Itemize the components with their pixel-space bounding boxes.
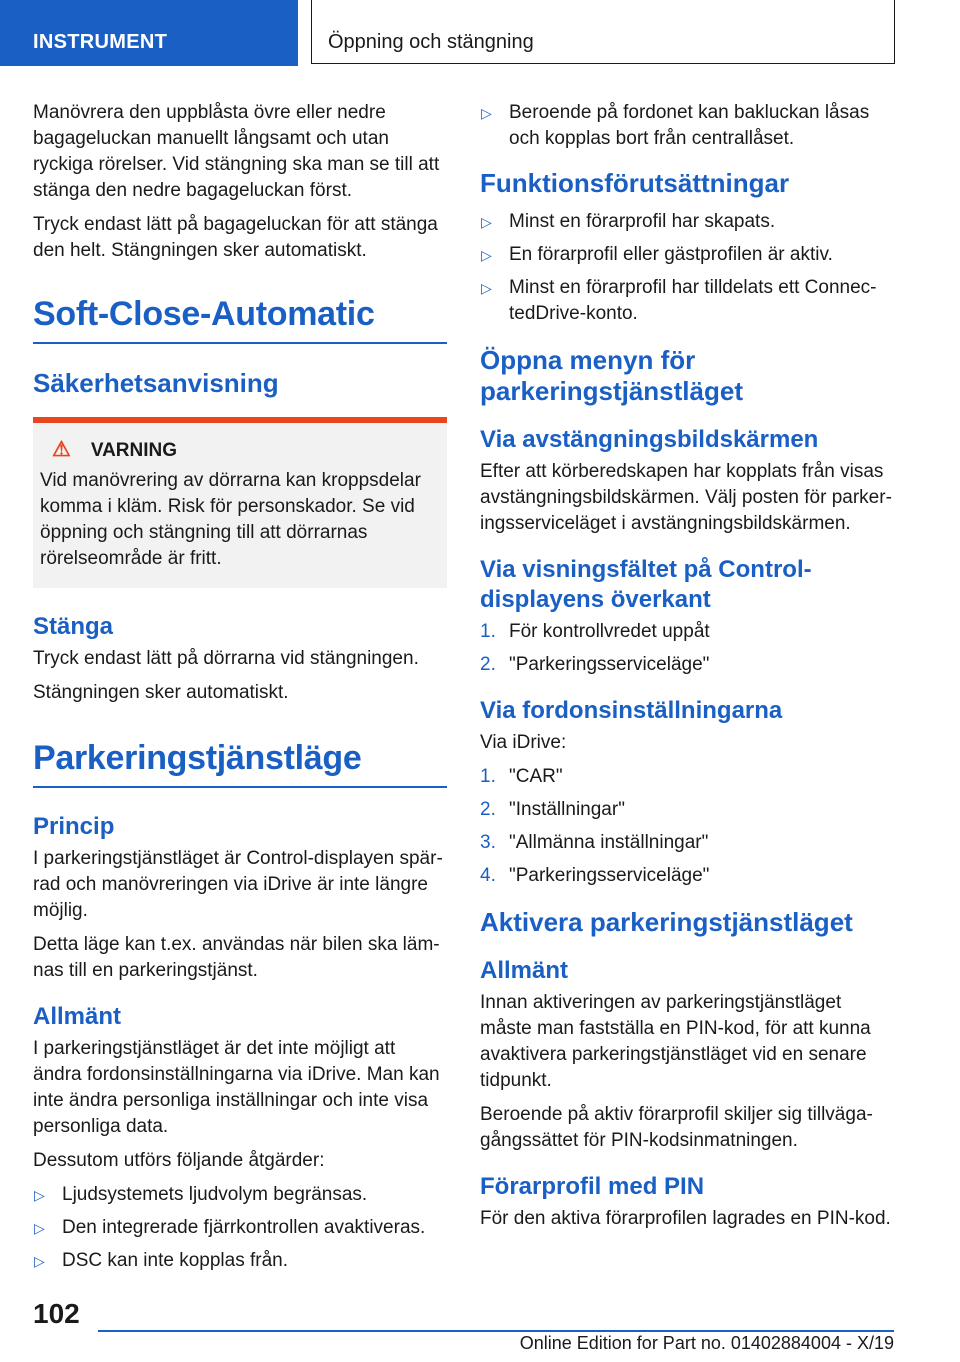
list-item <box>480 652 898 678</box>
heading-prerequisites: Funktionsförutsättningar <box>480 168 790 198</box>
general-paragraph-1: I parkeringstjänstläget är det inte möjligt att ändra fordonsinställningarna via iDrive. Man kan inte ändra personliga inställningar och inte visa personliga data. <box>33 1038 440 1137</box>
step-text: "Parkeringsserviceläge" <box>509 865 710 886</box>
close-paragraph-1: Tryck endast lätt på dörrarna vid stängningen. <box>33 648 419 669</box>
edition-text: Online Edition for Part no. 01402884004 - X/19 <box>519 1333 894 1353</box>
chapter-title: Öppning och stängning <box>311 0 895 64</box>
page-footer <box>0 1290 960 1362</box>
general-paragraph-2: Dessutom utförs följande åtgärder: <box>33 1150 325 1171</box>
pin-paragraph: För den aktiva förarprofilen lagrades en PIN-kod. <box>480 1208 891 1229</box>
warning-text: Vid manövrering av dörrarna kan kroppsdelar komma i kläm. Risk för personskador. Se vid öppning och stängning till att dörrarnas rörelseområde är fritt. <box>40 470 421 569</box>
list-item <box>480 619 898 645</box>
intro-paragraph-1: Manövrera den uppblåsta övre eller nedre bagageluckan manuellt långsamt och utan ryckiga rörelser. Vid stängning ska man se till att stänga den nedre bagageluckan först. <box>33 102 440 201</box>
heading-via-status-field: Via visningsfältet på Control-displayens överkant <box>480 556 812 613</box>
step-text: "CAR" <box>509 766 563 787</box>
list-item <box>480 764 898 790</box>
intro-paragraph-2: Tryck endast lätt på bagageluckan för att stänga den helt. Stängningen sker automatiskt. <box>33 214 438 261</box>
page-number: 102 <box>33 1298 80 1329</box>
list-item <box>480 830 898 856</box>
list-item: ▷ En förarprofil eller gästprofilen är aktiv. <box>480 242 898 268</box>
list-item: ▷ Beroende på fordonet kan bakluckan låsas och kopplas bort från centrallåset. <box>480 100 898 152</box>
page-header <box>0 0 960 66</box>
footer-divider <box>98 1330 894 1332</box>
activate-paragraph-1: Innan aktiveringen av parkeringstjänstläget måste man fastställa en PIN-kod, för att kunna avaktivera parkeringstjänstläget vid en senare tidpunkt. <box>480 992 871 1091</box>
warning-title: VARNING <box>90 440 178 461</box>
via-settings-paragraph: Via iDrive: <box>480 732 567 753</box>
list-item: ▷ Minst en förarprofil har skapats. <box>480 209 898 235</box>
heading-via-settings: Via fordonsinställningarna <box>480 697 783 724</box>
warning-box <box>33 417 447 588</box>
principle-paragraph-1: I parkeringstjänstläget är Control-displayen spärrad och manövreringen via iDrive är inte längre möjlig. <box>33 848 443 921</box>
heading-activate: Aktivera parkeringstjänstläget <box>480 907 853 937</box>
list-item <box>480 863 898 889</box>
step-text: "Allmänna inställningar" <box>509 832 709 853</box>
status-steps-list <box>480 619 898 678</box>
step-number: 3. <box>480 832 496 853</box>
step-text: För kontrollvredet uppåt <box>509 621 710 642</box>
heading-soft-close: Soft-Close-Automatic <box>33 294 447 344</box>
left-column <box>33 100 447 1282</box>
section-tab[interactable]: INSTRUMENT <box>0 0 298 66</box>
prerequisites-list <box>480 209 898 327</box>
step-number: 2. <box>480 654 496 675</box>
heading-open-menu: Öppna menyn för parkeringstjänstläget <box>480 345 743 406</box>
list-item: ▷ Den integrerade fjärrkontrollen avaktiveras. <box>33 1215 447 1241</box>
list-item: ▷ Minst en förarprofil har tilldelats ett ConnectedDrive-konto. <box>480 275 898 327</box>
heading-safety: Säkerhetsanvisning <box>33 368 279 398</box>
list-item <box>480 797 898 823</box>
step-number: 2. <box>480 799 496 820</box>
warning-triangle-icon: ⚠ <box>52 438 71 461</box>
heading-general-right: Allmänt <box>480 957 569 984</box>
settings-steps-list <box>480 764 898 889</box>
step-number: 1. <box>480 621 496 642</box>
right-column <box>480 100 898 1240</box>
via-off-paragraph: Efter att körberedskapen har kopplats från visas avstängningsbildskärmen. Välj posten för parkeringsserviceläget i avstängningsbildskärmen. <box>480 461 892 534</box>
top-bullet-list <box>480 100 898 152</box>
principle-paragraph-2: Detta läge kan t.ex. användas när bilen ska lämnas till en parkeringstjänst. <box>33 934 440 981</box>
heading-principle: Princip <box>33 813 115 840</box>
measures-list <box>33 1182 447 1274</box>
warning-content <box>33 423 447 588</box>
step-number: 4. <box>480 865 496 886</box>
step-text: "Inställningar" <box>509 799 625 820</box>
list-item: ▷ Ljudsystemets ljudvolym begränsas. <box>33 1182 447 1208</box>
heading-general: Allmänt <box>33 1003 122 1030</box>
heading-close: Stänga <box>33 613 114 640</box>
activate-paragraph-2: Beroende på aktiv förarprofil skiljer sig tillvägagångssättet för PIN-kodsinmatningen. <box>480 1104 873 1151</box>
heading-profile-pin: Förarprofil med PIN <box>480 1173 705 1200</box>
heading-parking-mode: Parkeringstjänstläge <box>33 738 447 788</box>
heading-via-off-screen: Via avstängningsbildskärmen <box>480 426 819 453</box>
close-paragraph-2: Stängningen sker automatiskt. <box>33 682 289 703</box>
step-number: 1. <box>480 766 496 787</box>
warning-heading <box>40 437 435 464</box>
list-item: ▷ DSC kan inte kopplas från. <box>33 1248 447 1274</box>
step-text: "Parkeringsserviceläge" <box>509 654 710 675</box>
